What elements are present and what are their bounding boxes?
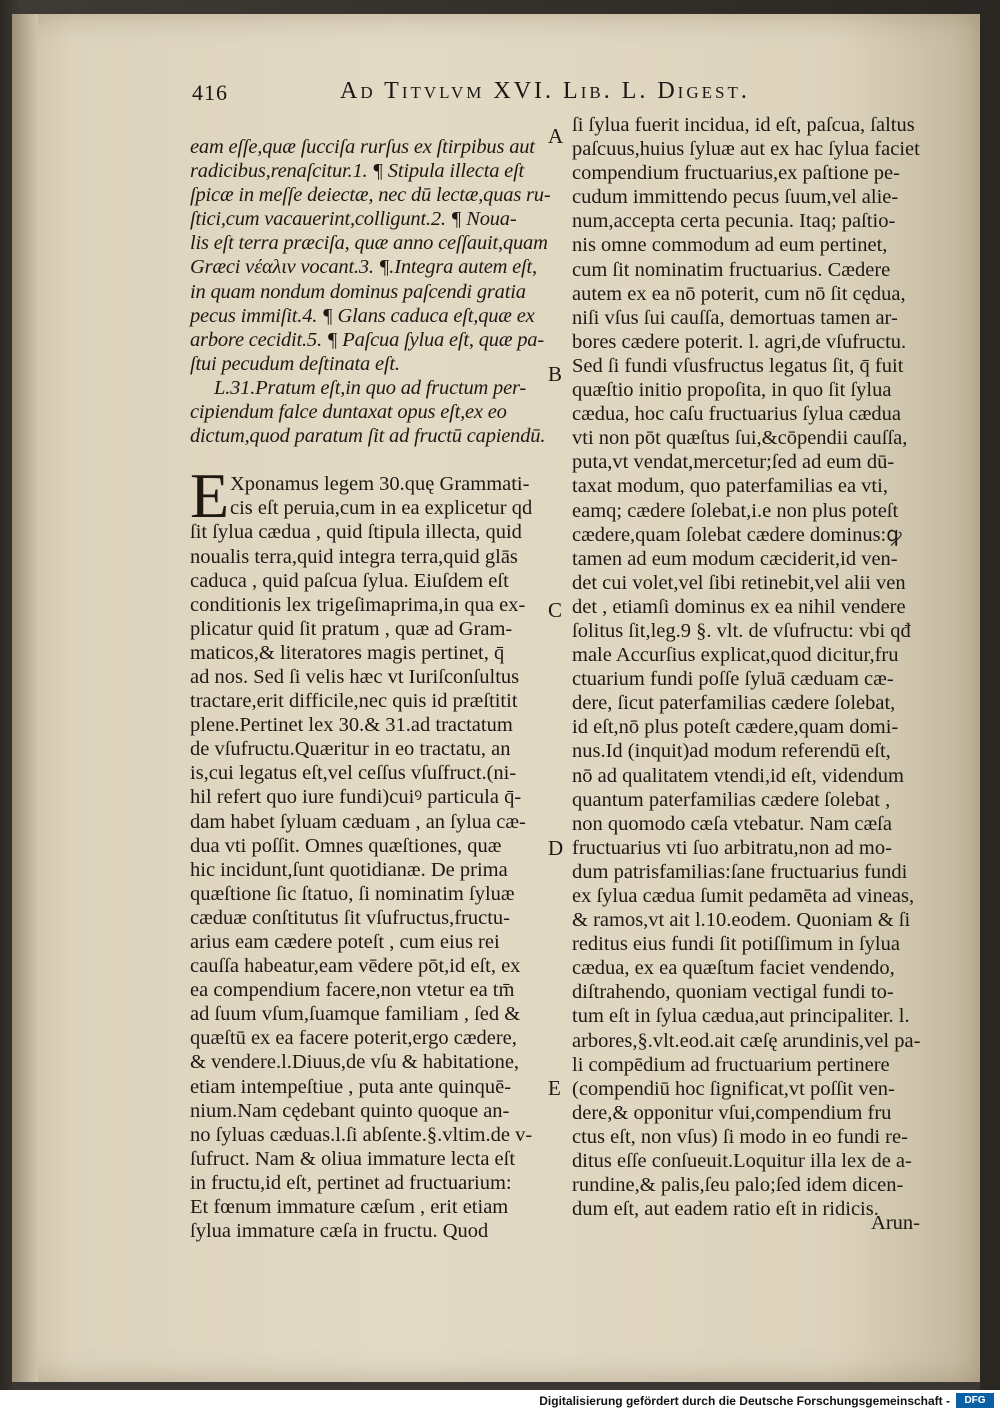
text-line: cudum immittendo pecus ſuum,vel alie- — [572, 186, 899, 209]
text-line: cædere,quam ſolebat cædere dominus:ꝙ — [572, 523, 902, 546]
text-line: arbore cecidit.5. ¶ Paſcua ſylua eſt, quæ pa- — [190, 328, 544, 351]
text-line: pecus immiſit.4. ¶ Glans caduca eſt,quæ ex — [190, 304, 535, 327]
page-edge — [12, 14, 38, 1382]
text-line: dum eſt, aut eadem ratio eſt in ridicis. — [572, 1198, 879, 1221]
text-line: Græci νέαλιν vocant.3. ¶.Integra autem eſt, — [190, 256, 537, 279]
text-line: li compēdium ad fructuarium pertinere — [572, 1053, 890, 1076]
funding-notice: Digitalisierung gefördert durch die Deutsche Forschungsgemeinschaft - — [539, 1394, 950, 1408]
text-line: fructuarius vti ſuo arbitratu,non ad mo- — [572, 836, 892, 859]
text-line: ad nos. Sed ſi velis hæc vt Iuriſconſultus — [190, 665, 520, 688]
text-line: Xponamus legem 30.quę Grammati- — [230, 473, 530, 496]
text-line: in fructu,id eſt, pertinet ad fructuarium: — [190, 1171, 512, 1194]
text-line: in quam nondum dominus paſcendi gratia — [190, 280, 526, 303]
text-line: is,cui legatus eſt,vel ceſſus vſuſfruct.(ni- — [190, 762, 517, 785]
text-line: noualis terra,quid integra terra,quid glās — [190, 545, 518, 568]
dfg-logo[interactable]: DFG — [956, 1393, 994, 1408]
margin-letter-c: C — [548, 598, 563, 622]
margin-letter-b: B — [548, 362, 563, 386]
text-line: conditionis lex trigeſimaprima,in qua ex- — [190, 593, 526, 616]
text-line: cædua, ex ea quæſtum faciet vendendo, — [572, 957, 895, 980]
text-line: ſylua immature cæſa in fructu. Quod — [190, 1220, 489, 1243]
text-line: L.31.Pratum eſt,in quo ad fructum per- — [214, 376, 527, 399]
text-line: reditus eius fundi ſit potiſſimum in ſylua — [572, 933, 900, 956]
text-line: Sed ſi fundi vſusfructus legatus ſit, q̄ fuit — [572, 354, 904, 377]
text-line: plene.Pertinet lex 30.& 31.ad tractatum — [190, 714, 513, 737]
text-line: dua vti poſſit. Omnes quæſtiones, quæ — [190, 834, 502, 857]
text-line: arbores,§.vlt.eod.ait cæſę arundinis,vel pa- — [572, 1029, 921, 1052]
text-line: ctuarium fundi poſſe ſyluā cæduam cæ- — [572, 668, 894, 691]
scan-bottom-edge — [12, 1382, 980, 1390]
text-line: nium.Nam cędebant quinto quoque an- — [190, 1099, 510, 1122]
text-line: arius eam cædere poteſt , cum eius rei — [190, 931, 500, 953]
text-line: (compendiū hoc ſignificat,vt poſſit ven- — [572, 1077, 895, 1100]
text-line: dere, ſicut paterfamilias cædere ſolebat, — [572, 692, 896, 715]
page-number: 416 — [192, 80, 228, 105]
text-line: tamen ad eum modum cæciderit,id ven- — [572, 547, 898, 570]
text-line: tum eſt in ſylua cædua,aut principaliter. l. — [572, 1005, 910, 1028]
text-line: paſcuus,huius ſyluæ aut ex hac ſylua faciet — [572, 138, 920, 161]
text-line: id eſt,nō plus poteſt cædere,quam domi- — [572, 716, 899, 739]
text-line: ea compendium facere,non vtetur ea tm̄ — [190, 979, 515, 1002]
text-line: lis eſt terra præciſa, quæ anno ceſſauit,quam — [190, 232, 548, 255]
text-line: quæſtū ex ea facere poterit,ergo cædere, — [190, 1027, 517, 1050]
text-line: ditus eſſe conſueuit.Loquitur illa lex de a- — [572, 1150, 912, 1173]
text-line: quæſtio initio propoſita, in quo ſit ſylua — [572, 379, 892, 402]
text-line: puta,vt vendat,mercetur;ſed ad eum dū- — [572, 451, 895, 474]
text-line: cum ſit nominatim fructuarius. Cædere — [572, 258, 891, 281]
text-line: cæduæ conſtitutus ſit vſufructus,fructu- — [190, 906, 510, 929]
text-line: num,accepta certa pecunia. Itaq; paſtio- — [572, 210, 896, 233]
text-line: niſi vſus ſui cauſſa, demortuas tamen ar- — [572, 306, 898, 329]
text-line: radicibus,renaſcitur.1. ¶ Stipula illecta eſt — [190, 160, 525, 183]
text-line: cauſſa habeatur,eam vēdere pōt,id eſt, ex — [190, 955, 521, 978]
text-line: dictum,quod paratum ſit ad fructū capiendū. — [190, 425, 546, 448]
footer-bar — [0, 1390, 1000, 1412]
text-line: cis eſt peruia,cum in ea explicetur qd — [230, 497, 533, 520]
text-line: ex ſylua cædua ſumit pedamēta ad vineas, — [572, 885, 915, 907]
text-line: bores cædere poterit. l. agri,de vſufructu. — [572, 330, 907, 353]
text-line: ſufruct. Nam & oliua immature lecta eſt — [190, 1147, 516, 1170]
text-line: dere,& opponitur vſui,compendium fru — [572, 1101, 892, 1124]
text-line: quantum paterfamilias cædere ſolebat , — [572, 788, 891, 811]
text-line: nus.Id (inquit)ad modum referendū eſt, — [572, 740, 891, 763]
text-line: ſolitus ſit,leg.9 §. vlt. de vſufructu: vbi qđ — [572, 619, 911, 642]
text-line: caduca , quid paſcua ſylua. Eiuſdem eſt — [190, 569, 509, 592]
text-line: det cui volet,vel ſibi retinebit,vel alii ven — [572, 571, 906, 594]
margin-letter-a: A — [548, 124, 564, 148]
text-line: ad ſuum vſum,ſuamque familiam , ſed & — [190, 1003, 521, 1026]
text-line: no ſyluas cæduas.l.ſi abſente.§.vltim.de v- — [190, 1123, 533, 1146]
drop-cap: E — [190, 460, 230, 531]
text-line: & vendere.l.Diuus,de vſu & habitatione, — [190, 1051, 520, 1074]
text-line: ſtici,cum vacauerint,colligunt.2. ¶ Noua- — [190, 208, 517, 231]
text-line: quæſtione ſic ſtatuo, ſi nominatim ſyluæ — [190, 882, 515, 905]
text-line: nō ad qualitatem vtendi,id eſt, videndum — [572, 764, 904, 787]
text-line: dum patrisfamilias:ſane fructuarius fundi — [572, 860, 908, 883]
catchword: Arun- — [871, 1212, 920, 1234]
text-line: rundine,& palis,ſeu palo;ſed idem dicen- — [572, 1174, 904, 1197]
text-line: dam habet ſyluam cæduam , an ſylua cæ- — [190, 810, 526, 833]
text-line: nis omne commodum ad eum pertinet, — [572, 234, 888, 257]
text-line: cædua, hoc caſu fructuarius ſylua cædua — [572, 403, 902, 426]
margin-letter-d: D — [548, 836, 564, 860]
text-line: & ramos,vt ait l.10.eodem. Quoniam & ſi — [572, 909, 911, 932]
text-line: eam eſſe,quæ ſucciſa rurſus ex ſtirpibus aut — [190, 136, 535, 158]
text-line: ſit ſylua cædua , quid ſtipula illecta, quid — [190, 521, 522, 544]
text-line: autem ex ea nō poterit, cum nō ſit cędua, — [572, 282, 906, 305]
text-line: tractare,erit difficile,nec quis id præſtitit — [190, 690, 518, 713]
text-line: maticos,& literatores magis pertinet, q̄ — [190, 641, 505, 664]
text-line: etiam intempeſtiue , puta ante quinquē- — [190, 1075, 512, 1098]
text-line: taxat modum, quo paterfamilias ea vti, — [572, 475, 888, 498]
left-column — [190, 135, 551, 1243]
running-head: Ad Titvlvm XVI. Lib. L. Digest. — [340, 78, 750, 104]
text-line: eamq; cædere ſolebat,i.e non plus poteſt — [572, 499, 899, 522]
text-line: ſpicæ in meſſe deiectæ, nec dū lectæ,quas ru- — [190, 184, 551, 207]
text-line: Et fœnum immature cæſum , erit etiam — [190, 1196, 509, 1219]
right-column — [572, 113, 924, 1221]
text-line: male Accurſius explicat,quod dicitur,fru — [572, 644, 899, 667]
text-line: det , etiamſi dominus ex ea nihil vendere — [572, 595, 906, 618]
text-line: hic incidunt,ſunt quotidianæ. De prima — [190, 858, 508, 881]
text-line: non quomodo cæſa vtebatur. Nam cæſa — [572, 812, 892, 835]
text-line: ſtui pecudum deſtinata eſt. — [190, 352, 400, 375]
margin-letter-e: E — [548, 1076, 561, 1100]
text-line: hil refert quo iure fundi)cuiꝰ particula q̄- — [190, 786, 522, 809]
text-line: vti non pōt quæſtus ſui,&cōpendii cauſſa, — [572, 427, 908, 450]
text-line: plicatur quid ſit pratum , quæ ad Gram- — [190, 617, 513, 640]
text-line: ctus eſt, non vſus) ſi modo in eo fundi re- — [572, 1125, 908, 1148]
text-line: de vſufructu.Quæritur in eo tractatu, an — [190, 738, 511, 761]
text-line: ſi ſylua fuerit incidua, id eſt, paſcua, ſaltus — [572, 114, 915, 136]
text-line: compendium fructuarius,ex paſtione pe- — [572, 162, 900, 185]
text-line: diſtrahendo, quoniam vectigal fundi to- — [572, 981, 894, 1004]
text-line: cipiendum falce duntaxat opus eſt,ex eo — [190, 401, 507, 424]
